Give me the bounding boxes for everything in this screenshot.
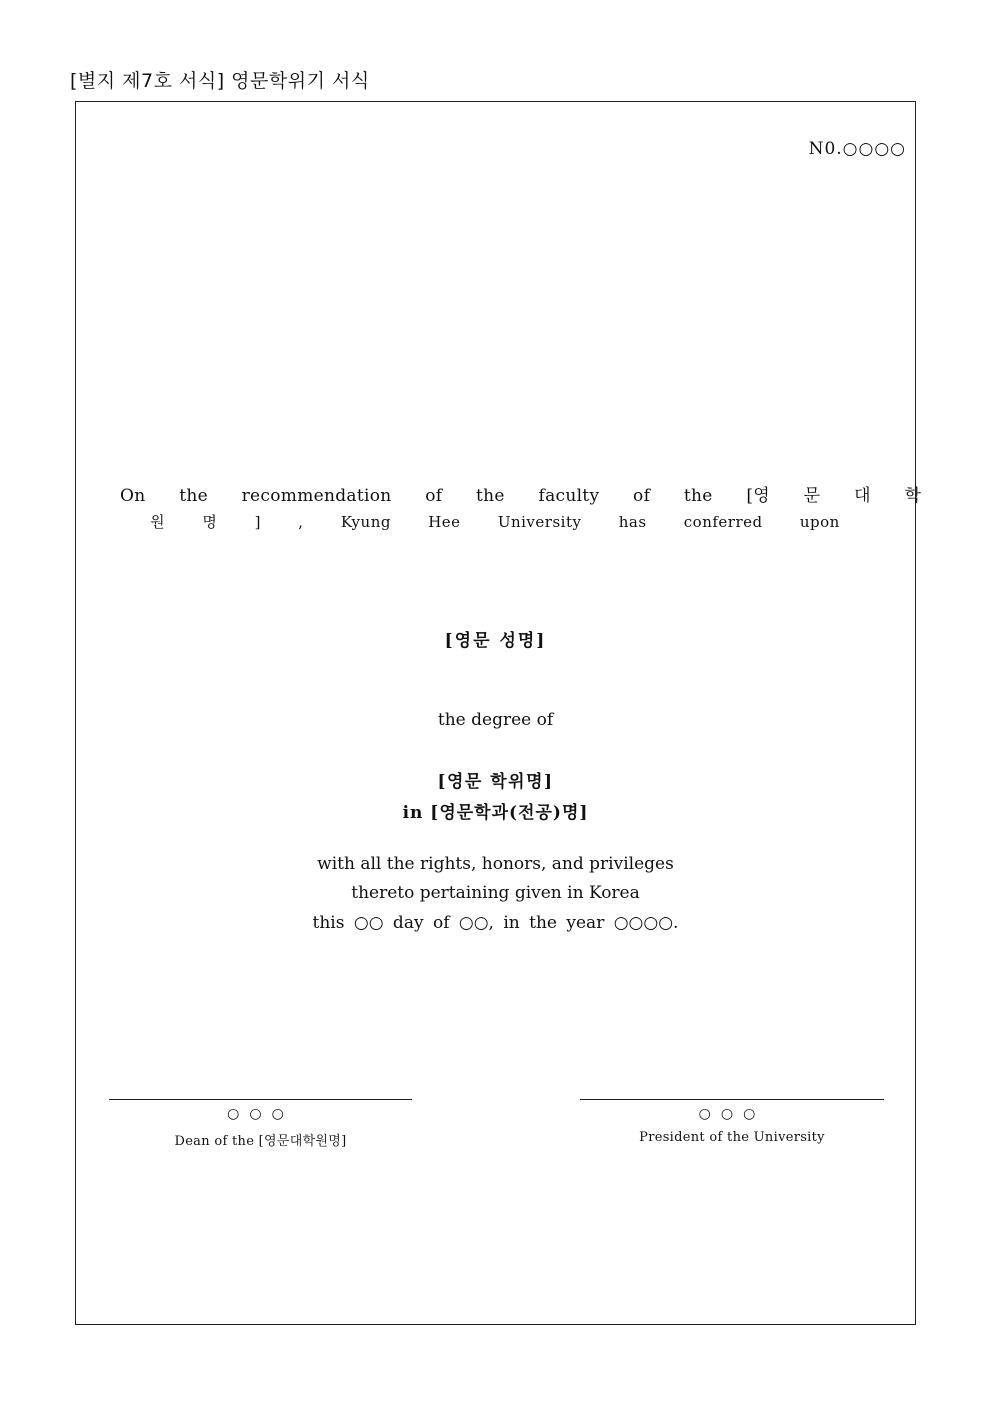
dean-title: Dean of the [영문대학원명] — [174, 1134, 347, 1149]
recipient-name: [영문 성명] — [444, 631, 547, 651]
major-name: in [영문학과(전공)명] — [402, 803, 589, 823]
intro-line-1: On the recommendation of the faculty of the [영 문 대 학 — [120, 486, 922, 506]
degree-name: [영문 학위명] — [437, 772, 554, 792]
rights-line-1: with all the rights, honors, and privileges — [317, 854, 674, 874]
dean-name: ○○○ — [227, 1106, 294, 1122]
rights-line-3: this ○○ day of ○○, in the year ○○○○. — [312, 913, 679, 933]
president-signature-line — [580, 1099, 884, 1100]
dean-signature-line — [109, 1099, 412, 1100]
president-name: ○○○ — [698, 1106, 766, 1122]
form-label: [별지 제7호 서식] 영문학위기 서식 — [70, 70, 370, 92]
intro-line-2: 원 명 ] , Kyung Hee University has conferred upon — [150, 513, 840, 531]
rights-line-2: thereto pertaining given in Korea — [351, 883, 640, 903]
president-title: President of the University — [639, 1130, 825, 1145]
certificate-number: N0.○○○○ — [808, 139, 906, 159]
degree-of-text: the degree of — [437, 710, 554, 730]
